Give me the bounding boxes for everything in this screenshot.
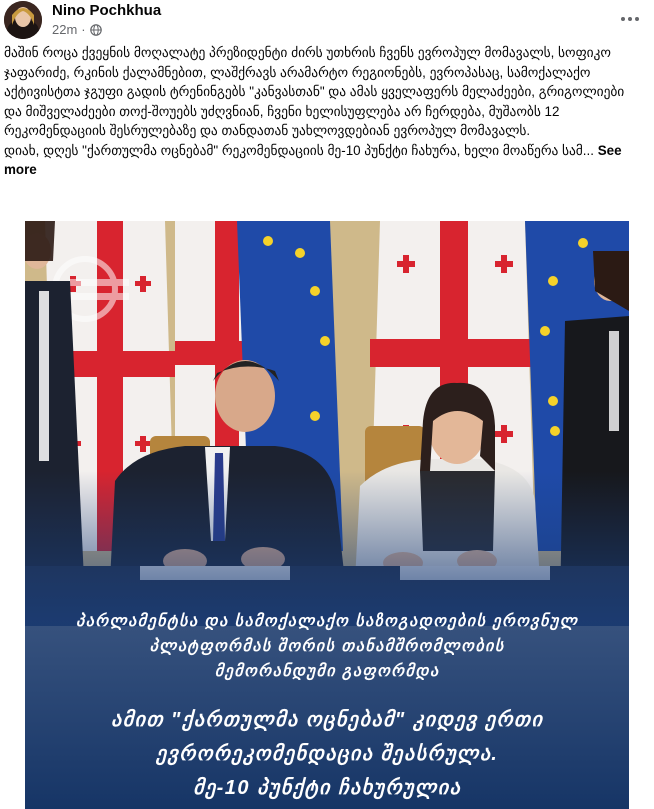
caption-line-3: მემორანდუმი გაფორმდა: [214, 663, 440, 680]
more-dot: [635, 17, 639, 21]
post-meta: [52, 22, 102, 37]
post-time[interactable]: 22m: [52, 22, 78, 37]
caption-line-2: პლატფორმას შორის თანამშრომლობის: [149, 638, 505, 655]
headline-line-2: ევრორეკომენდაცია შეასრულა.: [155, 743, 499, 765]
avatar-portrait-icon: [4, 1, 42, 39]
post-paragraph-2: [4, 141, 644, 180]
more-options-icon[interactable]: [618, 10, 642, 28]
more-dot: [628, 17, 632, 21]
post-paragraph-1: მაშინ როცა ქვეყნის მოღალატე პრეზიდენტი ძირს უთხრის ჩვენს ევროპულ მომავალს, სოფიკო ჯაფარიძე, რკინის ქალამნებით, ლაშქრავს არამარტო რეგიონებს, ევროპასაც, სამოქალაქო აქტივისტთა ჯგუფი გადის ტრენინგებს "კანვასთან" და ამას ყველაფერს მელაძეები, გრიგოლიები და მიშველაძეები თოქ-შოუებს უძღვნიან, ჩვენი ხელისუფლება არ ჩერდება, მუშაობს 12 რეკომენდაციის შესრულებაზე და თანდათან უახლოვდებიან ევროპულ მომავალს.: [4, 45, 625, 138]
headline-line-1: ამით "ქართულმა ოცნებამ" კიდევ ერთი: [110, 709, 544, 731]
post-paragraph-2-text: დიახ, დღეს "ქართულმა ოცნებამ" რეკომენდაციის მე-10 პუნქტი ჩახურა, ხელი მოაწერა სამ...: [4, 142, 594, 158]
author-avatar[interactable]: [4, 1, 42, 39]
globe-icon[interactable]: [90, 24, 102, 36]
caption-line-1: პარლამენტსა და სამოქალაქო საზოგადოების ეროვნულ: [75, 613, 579, 630]
see-more-link[interactable]: See more: [4, 142, 622, 177]
post-text: [4, 43, 644, 180]
more-dot: [621, 17, 625, 21]
image-headline: [25, 703, 629, 805]
image-caption: [25, 609, 629, 684]
author-name[interactable]: Nino Pochkhua: [52, 2, 162, 19]
post-header: [0, 0, 654, 44]
headline-line-3: მე-10 პუნქტი ჩახურულია: [192, 777, 462, 799]
meta-separator: ·: [81, 22, 86, 37]
post-image[interactable]: [25, 221, 629, 809]
